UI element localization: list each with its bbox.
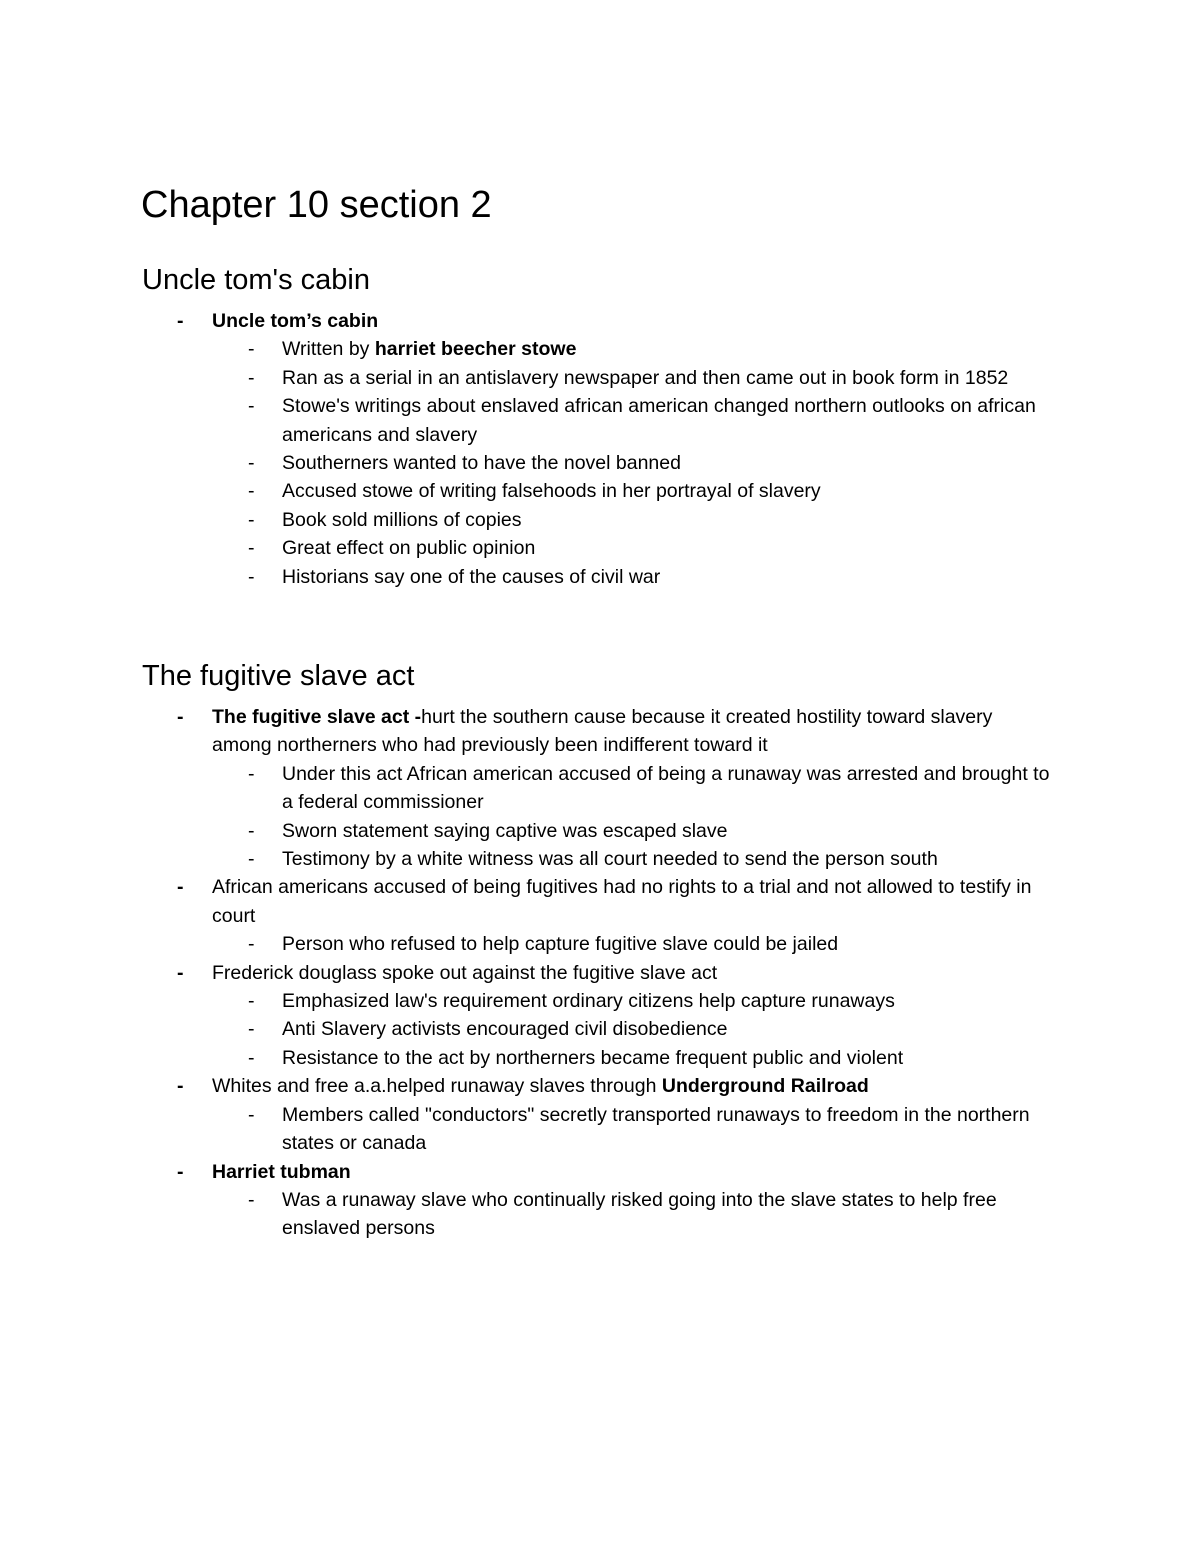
list-item [0,1158,1052,1186]
list-item [0,930,1052,958]
item-text: Was a runaway slave who continually risked going into the slave states to help free enslaved persons [282,1188,997,1240]
item-text: Southerners wanted to have the novel banned [282,452,681,475]
list-item [0,449,1052,477]
item-text: Written by [282,338,375,361]
uncle-toms-cabin-list [0,307,1200,591]
item-bold-text: The fugitive slave act - [212,706,422,728]
item-text: African americans accused of being fugitives had no rights to a trial and not allowed to testify in court [212,876,1032,927]
bullet-dash: - [177,310,184,332]
bullet-dash: - [248,537,255,560]
list-item [0,1015,1052,1043]
bullet-dash: - [248,338,255,361]
item-text: Accused stowe of writing falsehoods in her portrayal of slavery [282,480,821,503]
item-text: Ran as a serial in an antislavery newspaper and then came out in book form in 1852 [282,366,1009,389]
item-text: Testimony by a white witness was all court needed to send the person south [282,848,938,871]
bullet-dash: - [248,933,255,956]
bullet-dash: - [248,1018,255,1041]
list-item [0,817,1052,845]
item-text: Sworn statement saying captive was escaped slave [282,819,728,842]
item-text: Anti Slavery activists encouraged civil disobedience [282,1018,728,1041]
section-heading-uncle-toms-cabin: Uncle tom's cabin [142,264,370,296]
bullet-dash: - [248,480,255,503]
list-item [0,1101,1052,1158]
item-text: Resistance to the act by northerners became frequent public and violent [282,1046,904,1069]
list-item [0,506,1052,534]
list-item [0,307,1052,335]
bullet-dash: - [248,990,255,1013]
item-text: hurt the southern cause because it created hostility toward slavery among northerners who had previously been indifferent toward it [212,706,993,757]
item-bold-text: Uncle tom’s cabin [212,310,379,332]
item-text: Book sold millions of copies [282,508,522,531]
list-item [0,760,1052,817]
bullet-dash: - [248,395,255,418]
item-text: Whites and free a.a.helped runaway slaves through [212,1075,662,1098]
item-bold-text: Underground Railroad [661,1075,869,1098]
item-text: Stowe's writings about enslaved african american changed northern outlooks on african americans and slavery [282,395,1036,446]
list-item [0,392,1052,449]
list-item [0,563,1052,591]
page-title: Chapter 10 section 2 [141,184,492,226]
bullet-dash: - [248,508,255,531]
item-bold-text: Harriet tubman [212,1160,351,1183]
list-item [0,845,1052,873]
list-item [0,1186,1052,1243]
bullet-dash: - [248,565,255,588]
bullet-dash: - [248,762,255,785]
bullet-dash: - [248,1103,255,1126]
bullet-dash: - [177,1075,184,1098]
item-text: Historians say one of the causes of civil war [282,565,661,588]
list-item [0,364,1052,392]
section-heading-fugitive-slave-act: The fugitive slave act [142,660,415,692]
item-text: Members called "conductors" secretly transported runaways to freedom in the northern states or canada [282,1103,1030,1155]
bullet-dash: - [248,366,255,389]
bullet-dash: - [248,848,255,871]
bullet-dash: - [177,706,184,728]
list-item [0,1044,1052,1072]
list-item [0,703,1052,760]
bullet-dash: - [177,1160,184,1183]
item-bold-text: harriet beecher stowe [374,338,577,361]
item-text: Emphasized law's requirement ordinary citizens help capture runaways [282,990,895,1013]
bullet-dash: - [177,961,184,984]
bullet-dash: - [177,876,184,899]
bullet-dash: - [248,452,255,475]
list-item [0,987,1052,1015]
list-item [0,477,1052,505]
fugitive-slave-act-list [0,703,1200,1243]
list-item [0,959,1052,987]
item-text: Person who refused to help capture fugitive slave could be jailed [282,933,839,956]
item-text: Under this act African american accused of being a runaway was arrested and brought to a federal commissioner [282,762,1050,814]
list-item [0,873,1052,930]
list-item [0,1072,1052,1100]
bullet-dash: - [248,1188,255,1211]
item-text: Frederick douglass spoke out against the fugitive slave act [212,961,718,984]
item-text: Great effect on public opinion [282,537,536,560]
bullet-dash: - [248,1046,255,1069]
bullet-dash: - [248,819,255,842]
list-item [0,335,1052,363]
list-item [0,534,1052,562]
